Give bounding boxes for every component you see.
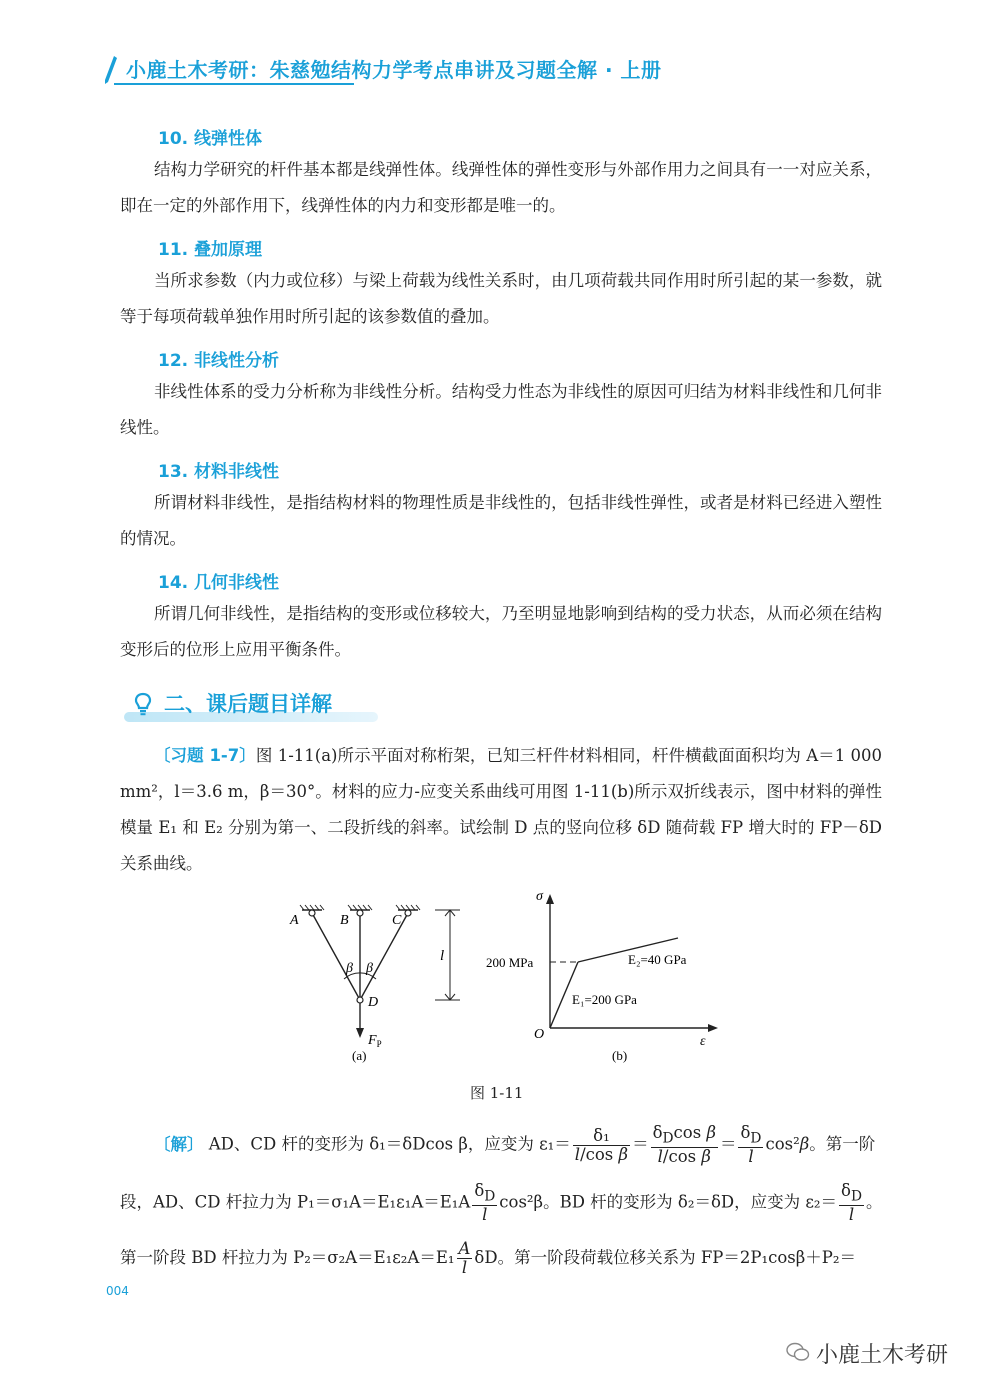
figure-a [300, 905, 460, 1030]
page-header [104, 52, 724, 88]
paragraph-10: 结构力学研究的杆件基本都是线弹性体。线弹性体的弹性变形与外部作用力之间具有一一对应关系，即在一定的外部作用下，线弹性体的内力和变形都是唯一的。 [120, 160, 882, 215]
yield-label: 200 MPa [486, 955, 534, 970]
figure-caption: 图 1-11 [470, 1084, 524, 1102]
solution-line-3: 第一阶段 BD 杆拉力为 P₂＝σ₂A＝E₁ε₂A＝E₁ $\frac{A}{l}$ δD。第一阶段荷载位移关系为 FP＝2P₁cosβ＋P₂＝ [120, 1239, 856, 1277]
paragraph-12: 非线性体系的受力分析称为非线性分析。结构受力性态为非线性的原因可归结为材料非线性和几何非线性。 [120, 382, 882, 437]
angle-right: β [366, 961, 373, 976]
epsilon-label: ε [700, 1034, 706, 1049]
paragraph-13: 所谓材料非线性，是指结构材料的物理性质是非线性的，包括非线性弹性，或者是材料已经进入塑性的情况。 [120, 493, 882, 548]
length-label: l [440, 948, 445, 964]
label-d: D [368, 995, 379, 1010]
figure-a-label: (a) [352, 1048, 367, 1063]
node-c [405, 910, 411, 916]
problem-paragraph [120, 738, 882, 882]
heading-10: 10. 线弹性体 [158, 129, 263, 149]
node-d [357, 997, 363, 1003]
load-label: $F_P$ [368, 1033, 382, 1049]
figure-b-label: (b) [612, 1048, 628, 1063]
fraction-strain: $\frac{\text{δ₁}}{\text{l/cos β}}$ [574, 1125, 629, 1164]
lightbulb-icon [132, 692, 154, 716]
solution-text-2a: 段，AD、CD 杆拉力为 P₁＝σ₁A＝E₁ε₁A＝E₁A [120, 1192, 471, 1212]
solution-text-3a: 第一阶段 BD 杆拉力为 P₂＝σ₂A＝E₁ε₂A＝E₁ [120, 1248, 455, 1267]
heading-14: 14. 几何非线性 [158, 573, 280, 593]
e2-label: E₂=40 GPa [628, 952, 687, 967]
figure-1-11 [280, 880, 740, 1080]
heading-13: 13. 材料非线性 [158, 462, 280, 482]
node-b [357, 910, 363, 916]
solution-text-1b: 。第一阶 [809, 1134, 876, 1154]
label-a: A [290, 913, 299, 928]
label-b: B [340, 913, 349, 928]
solution-tag: 〔解〕 [154, 1134, 204, 1154]
watermark-text: 小鹿土木考研 [816, 1343, 949, 1368]
wechat-icon [786, 1341, 810, 1363]
angle-left: β [346, 961, 353, 976]
section-heading [120, 686, 380, 726]
paragraph-11: 当所求参数（内力或位移）与梁上荷载为线性关系时，由几项荷载共同作用时所引起的某一参数，就等于每项荷载单独作用时所引起的该参数值的叠加。 [120, 271, 882, 326]
solution-text-1a: AD、CD 杆的变形为 δ₁＝δDcos β，应变为 ε₁＝ [208, 1134, 571, 1154]
epsilon-axis-arrow [708, 1024, 718, 1032]
node-a [309, 910, 315, 916]
pen-icon [104, 56, 118, 84]
section-title: 二、课后题目详解 [164, 692, 332, 716]
sigma-label: σ [536, 889, 543, 904]
problem-text: 图 1-11(a)所示平面对称桁架，已知三杆件材料相同，杆件横截面面积均为 A＝1 000 mm²，l＝3.6 m，β＝30°。材料的应力-应变关系曲线可用图 1-11(b)所示双折线表示，图中材料的弹性模量 E₁ 和 E₂ 分别为第一、二段折线的斜率。试绘制 D 点的竖向位移 δD 随荷载 FP 增大时的 FP－δD 关系曲线。 [120, 746, 883, 873]
solution-line-1: 〔解〕 AD、CD 杆的变形为 δ₁＝δDcos β，应变为 ε₁＝ $\frac{\text{δ₁}}{\text{l/cos β}}$ ＝ $\frac{\delta_D\cos \beta}{\text{l/cos β}}$ ＝ $\frac{\delta_D}{l}$ cos²β。第一阶 [154, 1123, 876, 1167]
header-underline [114, 83, 354, 85]
origin-label: O [534, 1027, 545, 1042]
paragraph-14: 所谓几何非线性，是指结构的变形或位移较大，乃至明显地影响到结构的受力状态，从而必须在结构变形后的位形上应用平衡条件。 [120, 604, 882, 659]
solution-text-3b: δD。第一阶段荷载位移关系为 FP＝2P₁cosβ＋P₂＝ [474, 1248, 856, 1267]
header-title: 小鹿土木考研：朱慈勉结构力学考点串讲及习题全解 · 上册 [126, 58, 662, 82]
problem-tag: 〔习题 1-7〕 [154, 746, 256, 765]
label-c: C [392, 913, 402, 928]
heading-11: 11. 叠加原理 [158, 240, 263, 260]
page-number: 004 [106, 1284, 129, 1298]
sigma-axis-arrow [546, 894, 554, 904]
load-arrow-icon [356, 1028, 364, 1038]
solution-line-2: 段，AD、CD 杆拉力为 P₁＝σ₁A＝E₁ε₁A＝E₁A $\frac{\delta_D}{l}$ cos²β。BD 杆的变形为 δ₂＝δD，应变为 ε₂＝ $\frac{\delta_D}{l}$ 。 [120, 1181, 883, 1225]
solution-text-2b: cos²β。BD 杆的变形为 δ₂＝δD，应变为 ε₂＝ [499, 1192, 838, 1212]
e1-label: E₁=200 GPa [572, 992, 637, 1007]
heading-12: 12. 非线性分析 [158, 351, 280, 371]
